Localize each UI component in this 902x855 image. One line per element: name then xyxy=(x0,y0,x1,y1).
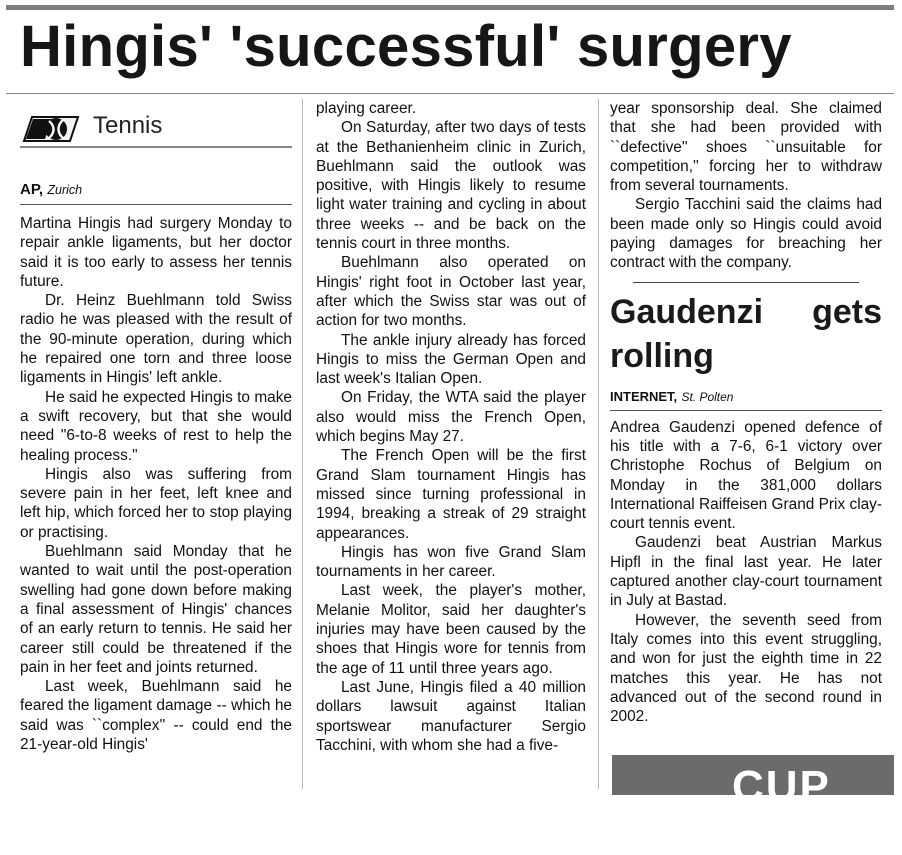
article-paragraph: He said he expected Hingis to make a swift recovery, but that she would need "6-to-8 weeks of rest to help the healing process." xyxy=(20,388,292,464)
byline-agency: AP, xyxy=(20,181,44,198)
column-1 xyxy=(20,106,292,754)
article-body xyxy=(610,418,882,727)
article-paragraph: Sergio Tacchini said the claims had been made only so Hingis could avoid paying damages for breaching her contract with the company. xyxy=(610,196,882,272)
article-paragraph: year sponsorship deal. She claimed that she had been provided with ``defective'' shoes ``unsuitable for competition,'' forcing her to withdraw from several tournaments. xyxy=(610,100,882,195)
top-rule xyxy=(6,5,894,10)
article-paragraph: The French Open will be the first Grand Slam tournament Hingis has missed since turning professional in 1994, breaking a streak of 29 straight appearances. xyxy=(316,447,586,542)
byline-agency: INTERNET, xyxy=(610,388,678,404)
article-paragraph: Last week, the player's mother, Melanie Molitor, said her daughter's injuries may have been caused by the shoes that Hingis wore for tennis from the age of 11 until three years ago. xyxy=(316,582,586,677)
article-paragraph: playing career. xyxy=(316,100,417,117)
column-divider xyxy=(598,99,599,789)
article-paragraph: Gaudenzi beat Austrian Markus Hipfl in the final last year. He later captured another clay-court tournament in July at Bastad. xyxy=(610,534,882,610)
article-paragraph: On Friday, the WTA said the player also would miss the French Open, which begins May 27. xyxy=(316,389,586,446)
article-paragraph: Martina Hingis had surgery Monday to repair ankle ligaments, but her doctor said it is too early to assess her tennis future. xyxy=(20,215,292,290)
article-paragraph: Buehlmann also operated on Hingis' right foot in October last year, after which the Swiss star was out of action for two months. xyxy=(316,254,586,330)
article-paragraph: Hingis has won five Grand Slam tournaments in her career. xyxy=(316,543,586,581)
article-paragraph: Last week, Buehlmann said he feared the ligament damage -- which he said was ``complex'' -- could end the 21-year-old Hingis' xyxy=(20,678,292,754)
byline-dateline: St. Polten xyxy=(681,389,734,404)
article-paragraph: Hingis also was suffering from severe pain in her feet, left knee and left hip, which forced her to stop playing or practising. xyxy=(20,465,292,541)
article-body xyxy=(20,214,292,754)
column-3 xyxy=(610,99,882,726)
column-2 xyxy=(316,99,586,755)
section-label: Tennis xyxy=(93,112,163,139)
article-headline: Gaudenzi gets rolling xyxy=(610,292,882,375)
page-headline: Hingis' 'successful' surgery xyxy=(20,14,792,79)
article-paragraph: Dr. Heinz Buehlmann told Swiss radio he was pleased with the result of the 90-minute operation, during which he repaired one torn and three loose ligaments in Hingis' left ankle. xyxy=(20,292,292,387)
article-paragraph: Last June, Hingis filed a 40 million dollars lawsuit against Italian sportswear manufacturer Sergio Tacchini, with whom she had a five- xyxy=(316,678,586,754)
article-byline xyxy=(610,388,882,411)
next-article-banner xyxy=(612,755,894,855)
article-paragraph: However, the seventh seed from Italy comes into this event struggling, and won for just the eighth time in 22 matches this year. He has not advanced out of the second round in 2002. xyxy=(610,611,882,726)
article-paragraph: Buehlmann said Monday that he wanted to wait until the post-operation swelling had gone down before making a final assessment of Hingis' chances of an early return to tennis. He said her career still could be threatened if the pain in her feet and joints returned. xyxy=(20,543,292,676)
tennis-ball-icon xyxy=(22,112,80,142)
article-paragraph: Andrea Gaudenzi opened defence of his title with a 7-6, 6-1 victory over Christophe Rochus of Belgium on Monday in the 381,000 dollars International Raiffeisen Grand Prix clay-court tennis event. xyxy=(610,418,882,533)
article-paragraph: On Saturday, after two days of tests at the Bethanienheim clinic in Zurich, Buehlmann said the outlook was positive, with Hingis likely to resume light water training and cycling in about three weeks -- and be back on the tennis court in three months. xyxy=(316,119,586,253)
headline-rule xyxy=(6,93,894,94)
byline-dateline: Zurich xyxy=(47,183,83,197)
article-byline xyxy=(20,180,292,205)
section-header xyxy=(20,106,292,148)
next-article-title: CUP CO xyxy=(732,762,831,855)
article-separator xyxy=(633,282,859,283)
column-divider xyxy=(302,99,303,789)
article-paragraph: The ankle injury already has forced Hingis to miss the German Open and last week's Italian Open. xyxy=(316,331,586,388)
